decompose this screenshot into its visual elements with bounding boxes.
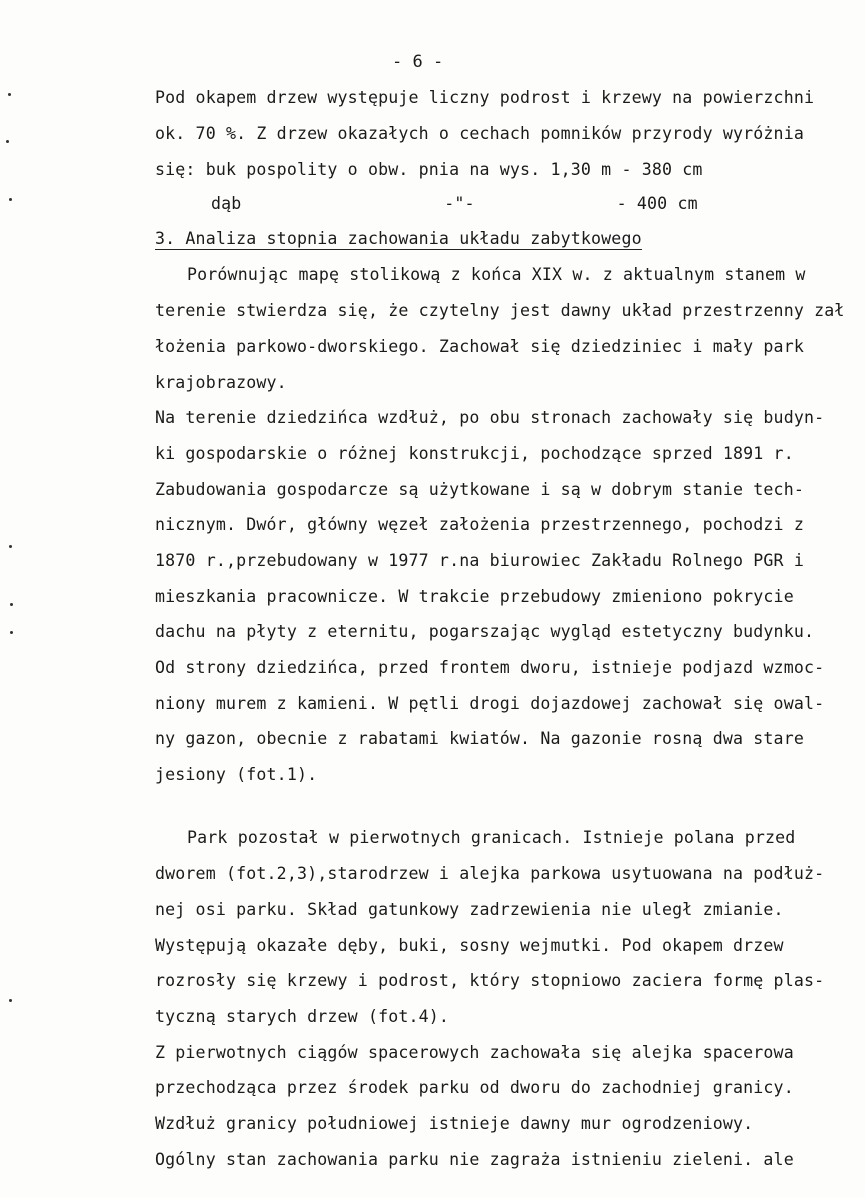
text-line: Porównując mapę stolikową z końca XIX w. z aktualnym stanem w [187, 265, 806, 284]
margin-mark [9, 198, 12, 201]
text-line: dąb -"- - 400 cm [211, 194, 698, 213]
margin-mark [6, 140, 9, 143]
page-number: - 6 - [392, 52, 444, 72]
text-line: się: buk pospolity o obw. pnia na wys. 1,30 m - 380 cm [155, 160, 703, 179]
margin-mark [10, 631, 13, 634]
text-line: dachu na płyty z eternitu, pogarszając wygląd estetyczny budynku. [155, 622, 815, 641]
text-line: Na terenie dziedzińca wzdłuż, po obu stronach zachowały się budyn- [155, 408, 825, 427]
margin-mark [10, 603, 13, 606]
text-line: terenie stwierdza się, że czytelny jest dawny układ przestrzenny zał [155, 301, 845, 320]
text-line: rozrosły się krzewy i podrost, który stopniowo zaciera formę plas- [155, 971, 825, 990]
text-line: nicznym. Dwór, główny węzeł założenia przestrzennego, pochodzi z [155, 515, 804, 534]
text-line: krajobrazowy. [155, 373, 287, 392]
section-heading-text: 3. Analiza stopnia zachowania układu zabytkowego [155, 229, 642, 248]
text-line: nej osi parku. Skład gatunkowy zadrzewienia nie uległ zmianie. [155, 900, 784, 919]
text-line: Występują okazałe dęby, buki, sosny wejmutki. Pod okapem drzew [155, 936, 784, 955]
text-line: Pod okapem drzew występuje liczny podrost i krzewy na powierzchni [155, 88, 815, 107]
margin-mark [9, 999, 12, 1002]
text-line: Z pierwotnych ciągów spacerowych zachowała się alejka spacerowa [155, 1043, 794, 1062]
text-line: ny gazon, obecnie z rabatami kwiatów. Na gazonie rosną dwa stare [155, 729, 804, 748]
text-line: Od strony dziedzińca, przed frontem dworu, istnieje podjazd wzmoc- [155, 658, 825, 677]
text-line: 1870 r.,przebudowany w 1977 r.na biurowiec Zakładu Rolnego PGR i [155, 551, 804, 570]
text-line: Park pozostał w pierwotnych granicach. Istnieje polana przed [187, 828, 796, 847]
text-line: Zabudowania gospodarcze są użytkowane i są w dobrym stanie tech- [155, 480, 804, 499]
text-line: tyczną starych drzew (fot.4). [155, 1007, 450, 1026]
text-line: przechodząca przez środek parku od dworu do zachodniej granicy. [155, 1078, 794, 1097]
text-line: jesiony (fot.1). [155, 765, 318, 784]
text-line: dworem (fot.2,3),starodrzew i alejka parkowa usytuowana na podłuż- [155, 864, 825, 883]
section-heading [155, 229, 642, 249]
text-line: Wzdłuż granicy południowej istnieje dawny mur ogrodzeniowy. [155, 1114, 754, 1133]
margin-mark [8, 93, 11, 96]
text-line: ok. 70 %. Z drzew okazałych o cechach pomników przyrody wyróżnia [155, 124, 804, 143]
text-line: mieszkania pracownicze. W trakcie przebudowy zmieniono pokrycie [155, 587, 794, 606]
text-line: ki gospodarskie o różnej konstrukcji, pochodzące sprzed 1891 r. [155, 444, 794, 463]
margin-mark [9, 545, 12, 548]
text-line: łożenia parkowo-dworskiego. Zachował się dziedziniec i mały park [155, 337, 804, 356]
text-line: Ogólny stan zachowania parku nie zagraża istnieniu zieleni. ale [155, 1150, 794, 1169]
text-line: niony murem z kamieni. W pętli drogi dojazdowej zachował się owal- [155, 694, 825, 713]
